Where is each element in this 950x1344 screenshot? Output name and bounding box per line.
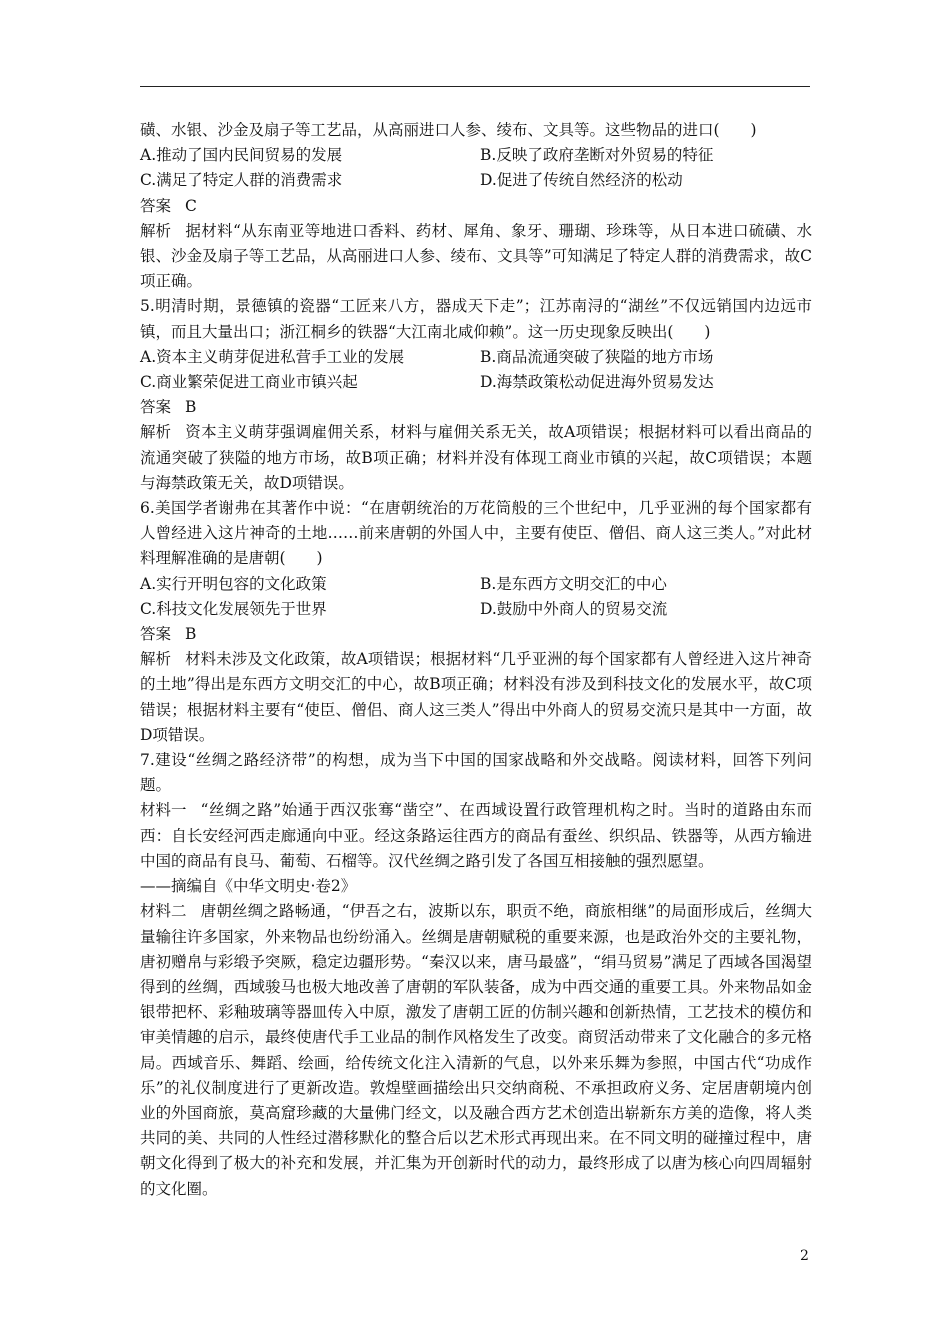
analysis-label: 解析 <box>140 650 172 669</box>
q4-options-row1 <box>140 143 812 168</box>
q4-option-c: C.满足了特定人群的消费需求 <box>140 171 343 190</box>
answer-value: C <box>185 196 197 215</box>
q4-option-d: D.促进了传统自然经济的松动 <box>480 171 683 190</box>
q5-analysis <box>140 420 812 496</box>
q5-option-c: C.商业繁荣促进工商业市镇兴起 <box>140 373 358 392</box>
answer-value: B <box>185 398 197 417</box>
material-2-text: 唐朝丝绸之路畅通，“伊吾之右，波斯以东，职贡不绝，商旅相继”的局面形成后，丝绸大量输往许多国家，外来物品也纷纷涌入。丝绸是唐朝赋税的重要来源，也是政治外交的主要礼物，唐初赠帛与彩缎予突厥，稳定边疆形势。“秦汉以来，唐马最盛”，“绢马贸易”满足了西域各国渴望得到的丝绸，西域骏马也极大地改善了唐朝的军队装备，成为中西交通的重要工具。外来物品如金银带把杯、彩釉玻璃等器皿传入中原，激发了唐朝工匠的仿制兴趣和创新热情，工艺技术的模仿和审美情趣的启示，最终使唐代手工业品的制作风格发生了改变。商贸活动带来了文化融合的多元格局。西域音乐、舞蹈、绘画，给传统文化注入清新的气息，以外来乐舞为参照，中国古代“功成作乐”的礼仪制度进行了更新改造。敦煌壁画描绘出只交纳商税、不承担政府义务、定居唐朝境内创业的外国商旅，莫高窟珍藏的大量佛门经文，以及融合西方艺术创造出崭新东方美的造像，将人类共同的美、共同的人性经过潜移默化的整合后以艺术形式再现出来。在不同文明的碰撞过程中，唐朝文化得到了极大的补充和发展，并汇集为开创新时代的动力，最终形成了以唐为核心向四周辐射的文化圈。 <box>140 902 812 1198</box>
q5-options-row1 <box>140 345 812 370</box>
analysis-text: 材料未涉及文化政策，故A项错误；根据材料“几乎亚洲的每个国家都有人曾经进入这片神奇的土地”得出是东西方文明交汇的中心，故B项正确；材料没有涉及到科技文化的发展水平，故C项错误；根据材料主要有“使臣、僧侣、商人这三类人”得出中外商人的贸易交流只是其中一方面，故D项错误。 <box>140 650 812 744</box>
q7-stem: 7.建设“丝绸之路经济带”的构想，成为当下中国的国家战略和外交战略。阅读材料，回答下列问题。 <box>140 751 812 795</box>
material-2-label: 材料二 <box>140 902 187 921</box>
q6-option-c: C.科技文化发展领先于世界 <box>140 599 327 618</box>
q4-stem-tail: 磺、水银、沙金及扇子等工艺品，从高丽进口人参、绫布、文具等。这些物品的进口( ) <box>140 121 757 139</box>
q6-option-a: A.实行开明包容的文化政策 <box>140 574 327 593</box>
q4-answer <box>140 194 812 219</box>
q4-option-a: A.推动了国内民间贸易的发展 <box>140 146 343 165</box>
q6-option-d: D.鼓励中外商人的贸易交流 <box>480 599 668 618</box>
q6-options-row1 <box>140 572 812 597</box>
material-1-text: “丝绸之路”始通于西汉张骞“凿空”、在西域设置行政管理机构之时。当时的道路由东而西：自长安经河西走廊通向中亚。经这条路运往西方的商品有蚕丝、织织品、铁器等，从西方输进中国的商品有良马、葡萄、石榴等。汉代丝绸之路引发了各国互相接触的强烈愿望。 <box>140 801 812 870</box>
q5-option-a: A.资本主义萌芽促进私营手工业的发展 <box>140 347 405 366</box>
q5-stem: 5.明清时期，景德镇的瓷器“工匠来八方，器成天下走”；江苏南浔的“湖丝”不仅远销国内边远市镇，而且大量出口；浙江桐乡的铁器“大江南北咸仰赖”。这一历史现象反映出( ) <box>140 297 812 341</box>
q6-option-b: B.是东西方文明交汇的中心 <box>480 574 667 593</box>
q7-material-2 <box>140 899 812 1201</box>
q5-answer <box>140 395 812 420</box>
q6-analysis <box>140 647 812 748</box>
analysis-text: 资本主义萌芽强调雇佣关系，材料与雇佣关系无关，故A项错误；根据材料可以看出商品的流通突破了狭隘的地方市场，故B项正确；材料并没有体现工商业市镇的兴起，故C项错误；本题与海禁政策无关，故D项错误。 <box>140 423 812 492</box>
q4-options-row2 <box>140 168 812 193</box>
q5-options-row2 <box>140 370 812 395</box>
answer-value: B <box>185 625 197 644</box>
q7-material-1-source: ——摘编自《中华文明史·卷2》 <box>140 877 357 896</box>
q6-stem: 6.美国学者谢弗在其著作中说：“在唐朝统治的万花筒般的三个世纪中，几乎亚洲的每个国家都有人曾经进入这片神奇的土地……前来唐朝的外国人中，主要有使臣、僧侣、商人这三类人。”对此材料理解准确的是唐朝( ) <box>140 499 812 568</box>
q6-options-row2 <box>140 597 812 622</box>
q7-material-1 <box>140 798 812 874</box>
q6-answer <box>140 622 812 647</box>
q4-option-b: B.反映了政府垄断对外贸易的特征 <box>480 146 714 165</box>
header-rule <box>140 86 810 87</box>
q5-option-b: B.商品流通突破了狭隘的地方市场 <box>480 347 714 366</box>
answer-label: 答案 <box>140 398 172 417</box>
page-content <box>140 118 812 1202</box>
analysis-text: 据材料“从东南亚等地进口香料、药材、犀角、象牙、珊瑚、珍珠等，从日本进口硫磺、水银、沙金及扇子等工艺品，从高丽进口人参、绫布、文具等”可知满足了特定人群的消费需求，故C项正确。 <box>140 221 812 291</box>
analysis-label: 解析 <box>140 423 172 442</box>
page-number: 2 <box>800 1248 809 1264</box>
analysis-label: 解析 <box>140 221 172 240</box>
answer-label: 答案 <box>140 196 172 215</box>
answer-label: 答案 <box>140 625 172 644</box>
q4-analysis <box>140 219 812 295</box>
q5-option-d: D.海禁政策松动促进海外贸易发达 <box>480 373 714 392</box>
material-1-label: 材料一 <box>140 801 187 820</box>
